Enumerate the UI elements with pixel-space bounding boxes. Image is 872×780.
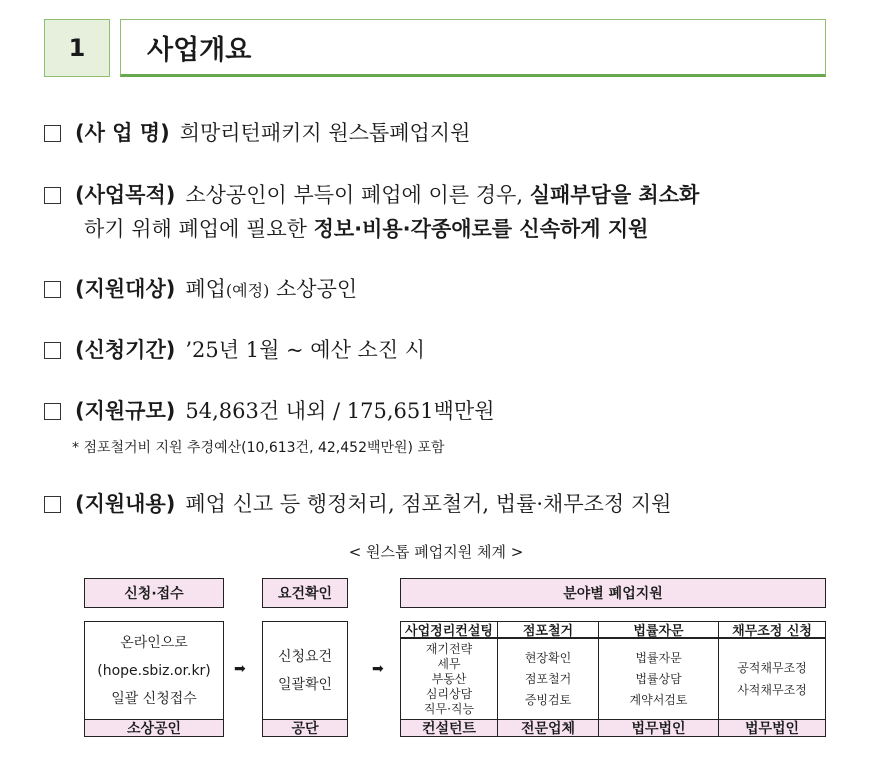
column-title: 사업정리컨설팅 [401, 621, 497, 639]
item-project-name [44, 116, 470, 150]
column-line: 증빙검토 [524, 692, 572, 707]
item-purpose-cont [84, 212, 648, 246]
column-title: 채무조정 신청 [719, 621, 825, 639]
section-title: 사업개요 [120, 19, 826, 77]
item-text: 소상공인이 부득이 폐업에 이른 경우, [185, 183, 530, 207]
column-line: 법률상담 [635, 671, 682, 686]
item-label: (지원대상) [75, 277, 176, 301]
checkbox-icon [44, 342, 61, 359]
checkbox-icon [44, 496, 61, 513]
stage1-line: (hope.sbiz.or.kr) [97, 662, 211, 679]
column-content [401, 639, 497, 719]
column-line: 직무·직능 [423, 701, 475, 716]
column-footer: 법무법인 [598, 719, 719, 737]
item-label: (신청기간) [75, 338, 176, 362]
column-footer: 법무법인 [718, 719, 826, 737]
checkbox-icon [44, 187, 61, 204]
column-content [599, 639, 718, 719]
stage1-footer: 소상공인 [84, 719, 224, 737]
diagram-caption: < 원스톱 폐업지원 체계 > [348, 543, 524, 561]
item-text: 54,863건 내외 / 175,651백만원 [185, 399, 495, 423]
item-text: 폐업 신고 등 행정처리, 점포철거, 법률·채무조정 지원 [185, 492, 672, 516]
column-line: 세무 [437, 656, 461, 671]
item-text-small: (예정) [225, 281, 270, 300]
checkbox-icon [44, 125, 61, 142]
stage2-line: 신청요건 [277, 648, 333, 665]
item-label: (지원내용) [75, 492, 176, 516]
column-content [719, 639, 825, 719]
item-text: 폐업 [185, 277, 226, 301]
item-text-bold: 실패부담을 최소화 [529, 183, 700, 207]
item-text: 소상공인 [269, 277, 358, 301]
column-footer: 컨설턴트 [400, 719, 498, 737]
stage2-box [262, 621, 348, 719]
item-text: ’25년 1월 ~ 예산 소진 시 [185, 338, 426, 362]
column-line: 법률자문 [635, 650, 682, 665]
item-text: 하기 위해 폐업에 필요한 [84, 217, 314, 241]
stage2-line: 일괄확인 [277, 676, 333, 693]
column-content [498, 639, 598, 719]
section-number: 1 [44, 19, 110, 77]
stage1-box [84, 621, 224, 719]
stage1-line: 일괄 신청접수 [111, 690, 197, 707]
item-period [44, 333, 425, 367]
item-label: (사 업 명) [75, 121, 170, 145]
item-text-bold: 정보·비용·각종애로를 신속하게 지원 [313, 217, 649, 241]
stage3-header: 분야별 폐업지원 [400, 578, 826, 608]
item-label: (사업목적) [75, 183, 176, 207]
stage1-header: 신청·접수 [84, 578, 224, 608]
column-line: 현장확인 [524, 650, 572, 665]
item-note: * 점포철거비 지원 추경예산(10,613건, 42,452백만원) 포함 [72, 440, 445, 456]
item-label: (지원규모) [75, 399, 176, 423]
item-target [44, 272, 357, 308]
column-line: 공적채무조정 [737, 661, 807, 675]
column-line: 점포철거 [524, 671, 572, 686]
arrow-right-icon: ➡ [372, 661, 384, 677]
column-title: 법률자문 [599, 621, 718, 639]
item-content [44, 487, 671, 521]
item-purpose [44, 178, 699, 212]
item-text: 희망리턴패키지 원스톱폐업지원 [179, 121, 471, 145]
item-scale [44, 394, 494, 428]
checkbox-icon [44, 281, 61, 298]
column-line: 재기전략 [425, 641, 473, 656]
column-title: 점포철거 [498, 621, 598, 639]
stage2-header: 요건확인 [262, 578, 348, 608]
column-line: 계약서검토 [629, 692, 688, 707]
checkbox-icon [44, 403, 61, 420]
column-line: 사적채무조정 [737, 683, 807, 697]
stage1-line: 온라인으로 [120, 634, 188, 651]
column-line: 부동산 [431, 671, 467, 686]
stage2-footer: 공단 [262, 719, 348, 737]
arrow-right-icon: ➡ [234, 661, 246, 677]
column-footer: 전문업체 [497, 719, 599, 737]
column-line: 심리상담 [425, 686, 473, 701]
